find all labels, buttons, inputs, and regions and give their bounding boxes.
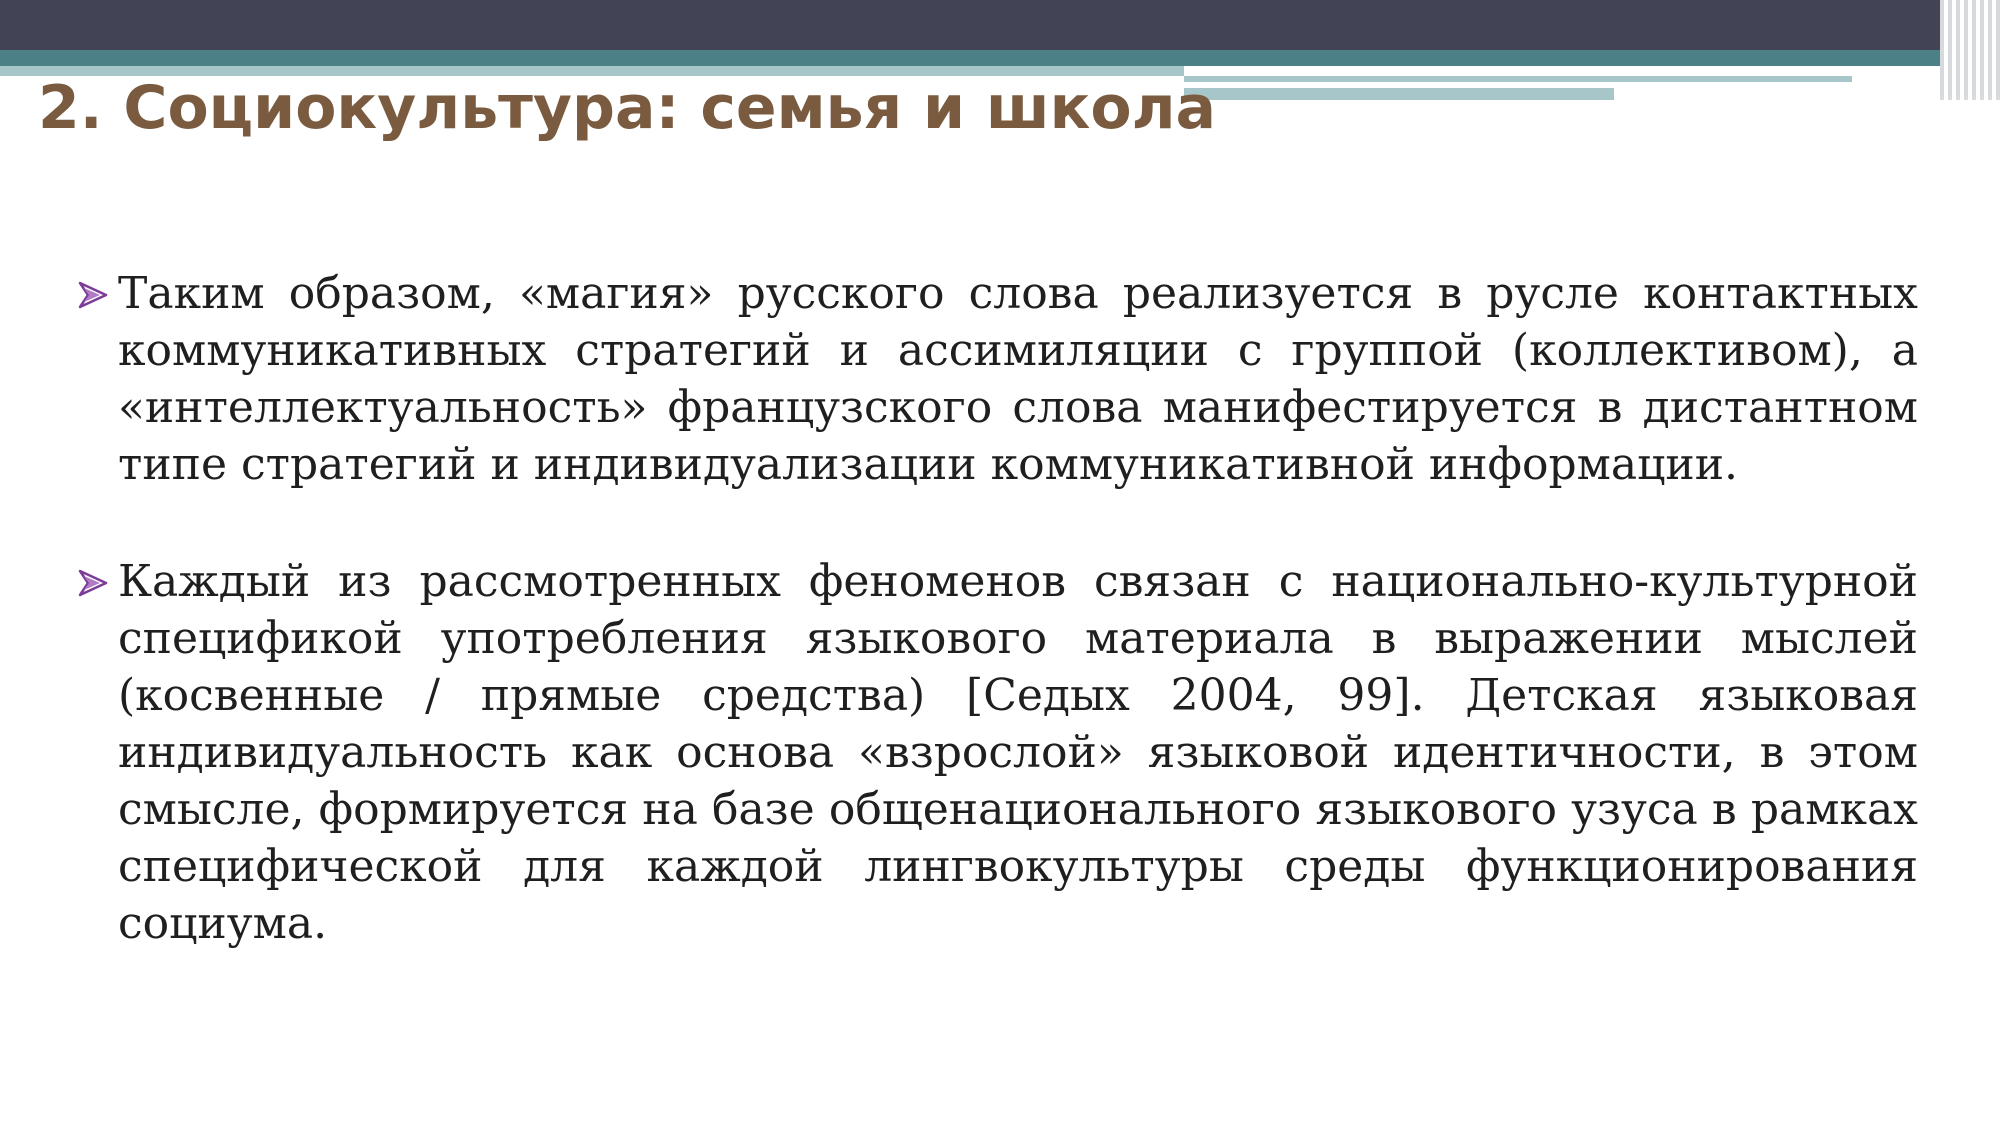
- slide-title: 2. Социокультура: семья и школа: [38, 73, 1217, 143]
- bullet-text-1: Таким образом, «магия» русского слова реализуется в русле контактных коммуникативных стратегий и ассимиляции с группой (коллективом), а «интеллектуальность» французского слова манифестируется в дистантном типе стратегий и индивидуализации коммуникативной информации.: [118, 268, 1918, 490]
- header-band-light-lower: [1184, 88, 1614, 100]
- arrowhead-bullet-icon: [78, 280, 108, 310]
- header-band-teal: [0, 50, 2000, 66]
- arrowhead-bullet-icon: [78, 568, 108, 598]
- bullet-item-2: [78, 553, 1918, 952]
- slide-body: [78, 265, 1918, 1012]
- bullet-item-1: [78, 265, 1918, 493]
- corner-stripes-decoration: [1940, 0, 2000, 100]
- header-band-dark: [0, 0, 2000, 50]
- header-divider-line: [1184, 82, 1852, 85]
- bullet-text-2: Каждый из рассмотренных феноменов связан с национально-культурной спецификой употребления языкового материала в выражении мыслей (косвенные / прямые средства) [Седых 2004, 99]. Детская языковая индивидуальность как основа «взрослой» языковой идентичности, в этом смысле, формируется на базе общенационального языкового узуса в рамках специфической для каждой лингвокультуры среды функционирования социума.: [118, 556, 1918, 949]
